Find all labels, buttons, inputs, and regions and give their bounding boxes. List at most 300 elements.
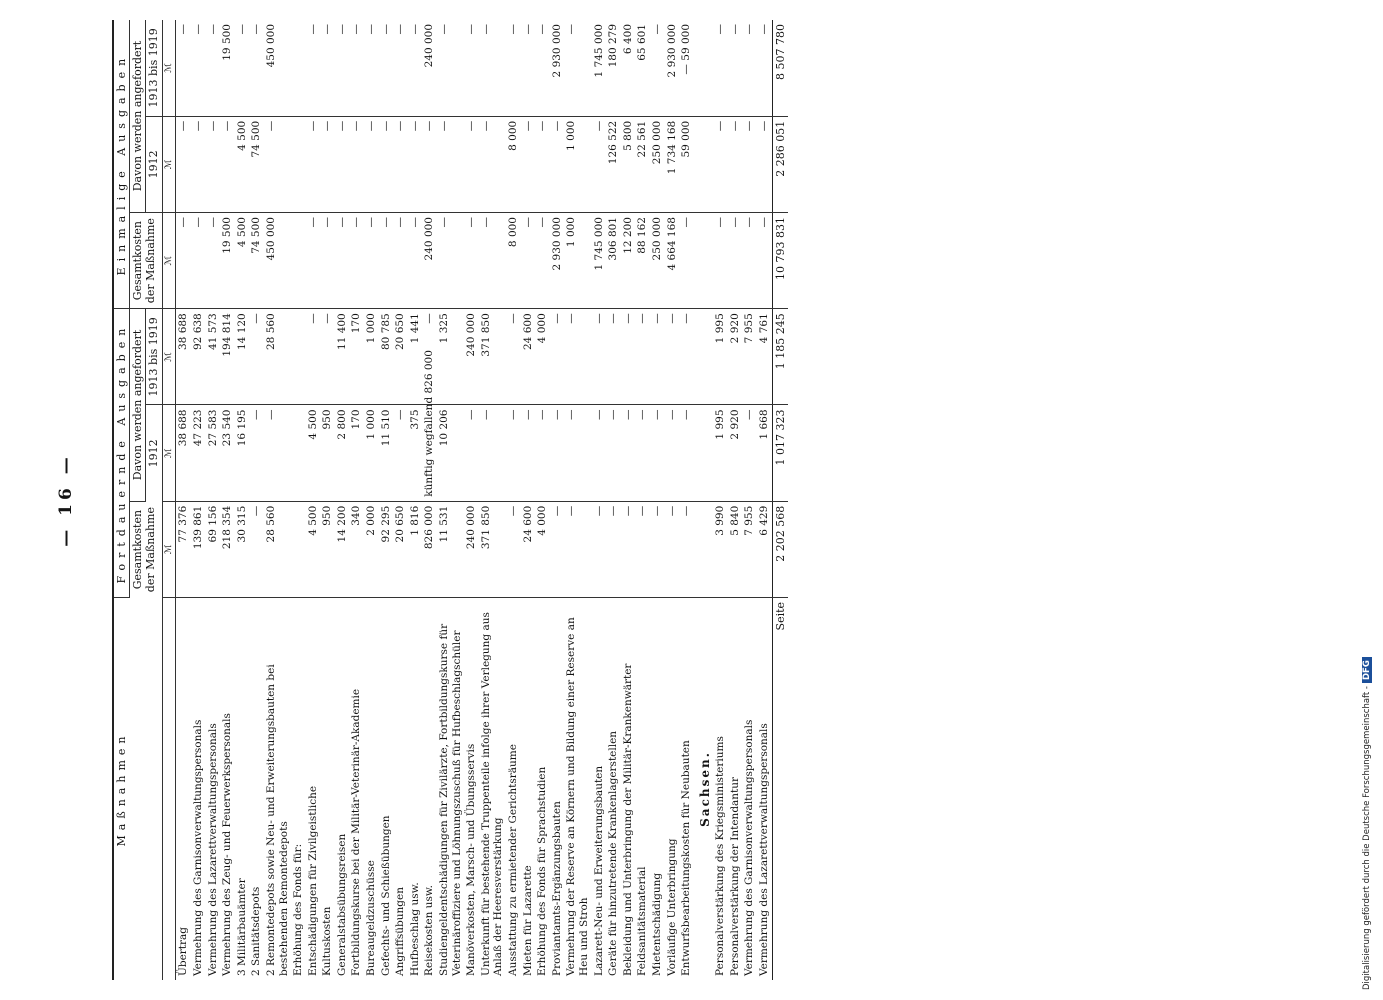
row-value: — — [464, 405, 479, 501]
row-value: — — [550, 116, 565, 212]
sum-cell: 2 202 568 — [772, 501, 788, 597]
row-value: 371 850 — [479, 501, 506, 597]
row-value: künftig wegfallend 826 000 — [422, 405, 437, 501]
row-value — [694, 501, 713, 597]
row-value: 375 — [408, 405, 423, 501]
row-value: 126 522 — [606, 116, 621, 212]
row-value: — — [364, 213, 379, 309]
row-label: Studiengeldentschädigungen für Zivilärzte, Fortbildungskurse für Veterinäroffiziere und Löhnungszuschuß für Hufbeschlagschüler — [438, 623, 463, 976]
row-value: 240 000 — [464, 309, 479, 405]
row-value: — — [249, 20, 264, 116]
row-value: 2 920 — [728, 309, 743, 405]
table-row — [679, 20, 694, 980]
table-row — [728, 20, 743, 980]
row-label: Unterkunft für bestehende Truppenteile infolge ihrer Verlegung aus Anlaß der Heeresverstärkung — [479, 612, 505, 976]
table-row — [479, 20, 506, 980]
page-number: — 16 — — [56, 453, 76, 547]
row-value: — — [437, 20, 464, 116]
header-1912-fortdauernd: 1912 — [146, 405, 162, 501]
row-value: — — [564, 405, 591, 501]
row-value: 826 000 — [422, 501, 437, 597]
row-value: 218 354 — [220, 501, 235, 597]
rotated-page-content — [56, 20, 1232, 980]
digitization-credit — [1362, 0, 1376, 990]
row-value: — — [422, 116, 437, 212]
row-label: Entschädigungen für Zivilgeistliche — [306, 785, 319, 976]
table-row — [393, 20, 408, 980]
row-value: 1 745 000 — [592, 20, 607, 116]
row-label: Bekleidung und Unterbringung der Militär-Krankenwärter — [621, 663, 634, 976]
table-row — [665, 20, 680, 980]
row-value: — — [679, 405, 694, 501]
row-value: 1 668 — [757, 405, 772, 501]
row-value: 28 560 — [264, 309, 291, 405]
header-davon-einmalig: Davon werden angefordert — [130, 20, 146, 213]
row-value: — — [606, 309, 621, 405]
row-label: Gefechts- und Schießübungen — [379, 815, 392, 976]
table-row — [713, 20, 728, 980]
row-value: — — [191, 20, 206, 116]
row-value: — — [665, 309, 680, 405]
row-value: 6 429 — [757, 501, 772, 597]
row-value: 88 162 — [635, 213, 650, 309]
row-value: 47 223 — [191, 405, 206, 501]
sum-cell: 1 017 323 — [772, 405, 788, 501]
row-value: — — [364, 116, 379, 212]
row-value: 8 000 — [506, 116, 521, 212]
row-value: — — [592, 405, 607, 501]
row-label: 2 Remontedepots sowie Neu- und Erweiterungsbauten bei bestehenden Remontedepots — [264, 664, 290, 976]
row-value: — — [679, 501, 694, 597]
table-row — [521, 20, 536, 980]
row-value: — — [249, 405, 264, 501]
table-row — [176, 20, 191, 980]
row-value: — — [592, 116, 607, 212]
row-value: 250 000 — [650, 213, 665, 309]
row-value: 450 000 — [264, 213, 291, 309]
row-value: — — [621, 405, 636, 501]
row-value: 24 600 — [521, 309, 536, 405]
row-value — [694, 405, 713, 501]
row-value: — — [408, 116, 423, 212]
row-value: 6 400 — [621, 20, 636, 116]
table-row — [506, 20, 521, 980]
row-value: — — [393, 213, 408, 309]
row-value: — — [621, 309, 636, 405]
row-value: — — [679, 213, 694, 309]
row-value: — — [320, 116, 335, 212]
row-value: — — [564, 309, 591, 405]
row-value: 23 540 — [220, 405, 235, 501]
row-value — [291, 213, 306, 309]
row-value: 8 000 — [506, 213, 521, 309]
table-row — [349, 20, 364, 980]
row-value: — — [408, 213, 423, 309]
row-value: — — [393, 405, 408, 501]
row-value: 5 840 — [728, 501, 743, 597]
row-value: 7 955 — [742, 501, 757, 597]
row-value: — — [379, 116, 394, 212]
row-value: — — [521, 20, 536, 116]
table-row — [206, 20, 221, 980]
row-value — [694, 309, 713, 405]
row-value: 1 816 — [408, 501, 423, 597]
row-value: — — [757, 213, 772, 309]
row-value: 11 400 — [335, 309, 350, 405]
row-value: — — [320, 20, 335, 116]
row-value: — 59 000 — [679, 20, 694, 116]
row-label: Angriffsübungen — [394, 887, 407, 976]
row-value: 24 600 — [521, 501, 536, 597]
sum-cell: 2 286 051 — [772, 116, 788, 212]
row-value: 7 955 — [742, 309, 757, 405]
row-value: — — [742, 116, 757, 212]
row-value: — — [650, 405, 665, 501]
table-row — [535, 20, 550, 980]
row-value: 38 688 — [176, 405, 191, 501]
row-value: 4 761 — [757, 309, 772, 405]
row-value — [694, 213, 713, 309]
row-value: — — [379, 213, 394, 309]
row-label: Bureaugeldzuschüsse — [365, 860, 378, 976]
row-value: — — [506, 20, 521, 116]
row-value: 77 376 — [176, 501, 191, 597]
sum-cell: 10 793 831 — [772, 213, 788, 309]
row-value: 1 734 168 — [665, 116, 680, 212]
row-label: Vermehrung des Garnisonverwaltungspersonals — [743, 719, 756, 976]
row-label: Hufbeschlag usw. — [408, 882, 421, 976]
row-value — [291, 405, 306, 501]
unit-mark: ℳ — [162, 405, 176, 501]
row-value: 250 000 — [650, 116, 665, 212]
column-header-massnahmen: Maßnahmen — [113, 597, 162, 980]
row-value: — — [742, 405, 757, 501]
row-value: — — [479, 20, 506, 116]
row-label: Vermehrung des Zeug- und Feuerwerkspersonals — [221, 713, 234, 976]
row-value: — — [606, 405, 621, 501]
row-value: — — [506, 405, 521, 501]
row-label: Personalverstärkung des Kriegsministeriums — [714, 736, 727, 976]
header-davon-fortdauernd: Davon werden angefordert — [130, 309, 146, 501]
row-value: 1 000 — [564, 213, 591, 309]
row-value: — — [393, 20, 408, 116]
row-value: — — [220, 116, 235, 212]
row-label: Übertrag — [177, 926, 190, 976]
row-value: 74 500 — [249, 213, 264, 309]
table-row — [742, 20, 757, 980]
table-row — [264, 20, 291, 980]
row-value: — — [249, 309, 264, 405]
row-value — [291, 501, 306, 597]
row-value: 19 500 — [220, 20, 235, 116]
sum-cell: 1 185 245 — [772, 309, 788, 405]
row-value: — — [650, 501, 665, 597]
row-value: — — [535, 20, 550, 116]
table-row — [635, 20, 650, 980]
row-value: 1 995 — [713, 309, 728, 405]
row-value: 1 000 — [364, 405, 379, 501]
row-value: — — [521, 405, 536, 501]
row-value: — — [464, 213, 479, 309]
header-gesamtkosten-fortdauernd: Gesamtkosten der Maßnahme — [130, 501, 162, 597]
row-value: — — [306, 116, 321, 212]
row-value — [694, 20, 713, 116]
row-value: 10 206 — [437, 405, 464, 501]
row-value: 1 745 000 — [592, 213, 607, 309]
row-value: — — [235, 20, 250, 116]
row-value: — — [206, 213, 221, 309]
row-label: 2 Sanitätsdepots — [250, 886, 263, 976]
row-value: 4 664 168 — [665, 213, 680, 309]
row-value: 38 688 — [176, 309, 191, 405]
row-label: 3 Militärbauämter — [235, 878, 248, 976]
unit-mark: ℳ — [162, 309, 176, 405]
row-value: — — [635, 405, 650, 501]
table-row — [757, 20, 772, 980]
row-value: 22 561 — [635, 116, 650, 212]
row-value: — — [506, 501, 521, 597]
unit-row — [162, 20, 176, 980]
row-label: Vermehrung des Lazarettverwaltungspersonals — [757, 723, 770, 976]
row-value: — — [264, 405, 291, 501]
row-value: — — [679, 309, 694, 405]
row-value: 4 500 — [235, 116, 250, 212]
row-value — [291, 116, 306, 212]
row-label: Fortbildungskurse bei der Militär-Veterinär-Akademie — [350, 688, 363, 976]
row-value: — — [728, 116, 743, 212]
row-value: — — [742, 213, 757, 309]
row-label: Personalverstärkung der Intendantur — [728, 776, 741, 976]
row-value: 69 156 — [206, 501, 221, 597]
row-label: Entwurfsbearbeitungskosten für Neubauten — [680, 740, 693, 976]
row-label: Mieten für Lazarette — [521, 865, 534, 976]
row-value: 240 000 — [422, 20, 437, 116]
row-value: 2 930 000 — [665, 20, 680, 116]
row-value: 74 500 — [249, 116, 264, 212]
row-value: 1 325 — [437, 309, 464, 405]
row-value: 170 — [349, 405, 364, 501]
row-value: — — [364, 20, 379, 116]
row-value: — — [464, 116, 479, 212]
row-value: — — [635, 309, 650, 405]
table-row — [464, 20, 479, 980]
section-row — [694, 20, 713, 980]
row-value: 450 000 — [264, 20, 291, 116]
row-value: 27 583 — [206, 405, 221, 501]
row-value: 4 000 — [535, 501, 550, 597]
row-value: — — [408, 20, 423, 116]
table-row — [306, 20, 321, 980]
sum-row — [772, 20, 788, 980]
row-value: 4 000 — [535, 309, 550, 405]
row-value: — — [437, 116, 464, 212]
row-value: — — [206, 116, 221, 212]
row-value: — — [176, 116, 191, 212]
row-label: Vermehrung des Garnisonverwaltungspersonals — [191, 719, 204, 976]
row-value: 20 650 — [393, 309, 408, 405]
row-value: — — [606, 501, 621, 597]
row-value: — — [564, 501, 591, 597]
unit-mark: ℳ — [162, 20, 176, 116]
row-value: 1 441 — [408, 309, 423, 405]
row-value: — — [592, 501, 607, 597]
row-value: — — [742, 20, 757, 116]
row-value: — — [379, 20, 394, 116]
row-value: 28 560 — [264, 501, 291, 597]
row-value: — — [550, 309, 565, 405]
row-value: 306 801 — [606, 213, 621, 309]
row-value: 371 850 — [479, 309, 506, 405]
row-label: Sachsen. — [697, 751, 712, 827]
row-value: — — [521, 213, 536, 309]
row-value: — — [349, 213, 364, 309]
table-row — [650, 20, 665, 980]
row-label: Erhöhung des Fonds für: — [292, 843, 305, 976]
row-value: — — [757, 116, 772, 212]
row-value: 19 500 — [220, 213, 235, 309]
row-label: Feldsanitätsmaterial — [636, 866, 649, 976]
row-value: — — [422, 309, 437, 405]
row-value: — — [713, 20, 728, 116]
row-value: — — [206, 20, 221, 116]
row-label: Generalstabsübungsreisen — [335, 833, 348, 976]
row-value: — — [635, 501, 650, 597]
row-value: — — [349, 116, 364, 212]
table-row — [320, 20, 335, 980]
row-value — [291, 309, 306, 405]
row-value: 30 315 — [235, 501, 250, 597]
row-label: Manöverkosten, Marsch- und Übungsservis — [465, 743, 478, 976]
row-value: — — [521, 116, 536, 212]
row-value: 240 000 — [422, 213, 437, 309]
row-value: 14 200 — [335, 501, 350, 597]
row-value: — — [191, 213, 206, 309]
row-value: 950 — [320, 405, 335, 501]
row-value: 80 785 — [379, 309, 394, 405]
row-value: 11 531 — [437, 501, 464, 597]
header-1913-1919-fortdauernd: 1913 bis 1919 — [146, 309, 162, 405]
row-value: — — [728, 20, 743, 116]
row-value: — — [713, 213, 728, 309]
row-value: 65 601 — [635, 20, 650, 116]
row-value: 2 800 — [335, 405, 350, 501]
row-value: — — [665, 501, 680, 597]
row-value: — — [306, 213, 321, 309]
row-value: 170 — [349, 309, 364, 405]
row-value: 92 638 — [191, 309, 206, 405]
row-value: — — [335, 20, 350, 116]
row-value: 16 195 — [235, 405, 250, 501]
row-label: Mietentschädigung — [650, 872, 663, 976]
row-value: — — [535, 213, 550, 309]
row-value: — — [650, 20, 665, 116]
row-value: — — [550, 405, 565, 501]
row-value: 139 861 — [191, 501, 206, 597]
row-value: 11 510 — [379, 405, 394, 501]
row-value: — — [306, 20, 321, 116]
row-value — [694, 116, 713, 212]
table-row — [550, 20, 565, 980]
row-value: — — [757, 20, 772, 116]
row-value: 12 200 — [621, 213, 636, 309]
table-row — [291, 20, 306, 980]
table-row — [422, 20, 437, 980]
row-label: Vorläufige Unterbringung — [665, 838, 678, 976]
row-value: 4 500 — [235, 213, 250, 309]
row-value: — — [564, 20, 591, 116]
row-label: Geräte für hinzutretende Krankenlagerstellen — [607, 730, 620, 976]
unit-mark: ℳ — [162, 501, 176, 597]
row-value: — — [535, 405, 550, 501]
row-label: Ausstattung zu ermietender Gerichtsräume — [507, 744, 520, 976]
row-value: 59 000 — [679, 116, 694, 212]
credit-text: Digitalisierung gefördert durch die Deutsche Forschungsgemeinschaft - — [1362, 686, 1372, 990]
row-value: — — [506, 309, 521, 405]
row-value: 20 650 — [393, 501, 408, 597]
row-value: — — [592, 309, 607, 405]
row-value: 240 000 — [464, 501, 479, 597]
row-value: 950 — [320, 501, 335, 597]
group-header-fortdauernde: Fortdauernde Ausgaben — [113, 309, 130, 598]
row-value: — — [320, 213, 335, 309]
table-row — [335, 20, 350, 980]
row-value: — — [437, 213, 464, 309]
row-value: — — [191, 116, 206, 212]
row-value: 2 930 000 — [550, 213, 565, 309]
dfg-logo: DFG — [1362, 657, 1372, 683]
table-row — [437, 20, 464, 980]
row-value: — — [335, 213, 350, 309]
row-value: — — [176, 213, 191, 309]
row-value: — — [650, 309, 665, 405]
row-value: 14 120 — [235, 309, 250, 405]
row-value: 2 930 000 — [550, 20, 565, 116]
row-value: 180 279 — [606, 20, 621, 116]
row-value: 2 000 — [364, 501, 379, 597]
sum-label: Seite — [772, 597, 788, 980]
table-row — [408, 20, 423, 980]
row-value: — — [535, 116, 550, 212]
table-row — [564, 20, 591, 980]
row-value: 1 995 — [713, 405, 728, 501]
table-row — [191, 20, 206, 980]
row-value: — — [320, 309, 335, 405]
row-label: Reisekosten usw. — [423, 885, 436, 976]
row-value: — — [713, 116, 728, 212]
group-header-einmalige: Einmalige Ausgaben — [113, 20, 130, 309]
row-value: — — [550, 501, 565, 597]
row-value: 3 990 — [713, 501, 728, 597]
row-value: 340 — [349, 501, 364, 597]
row-value: — — [479, 405, 506, 501]
sum-cell: 8 507 780 — [772, 20, 788, 116]
row-label: Erhöhung des Fonds für Sprachstudien — [536, 766, 549, 976]
table-row — [379, 20, 394, 980]
row-value: — — [349, 20, 364, 116]
row-value: 2 920 — [728, 405, 743, 501]
row-value: — — [728, 213, 743, 309]
table-row — [249, 20, 264, 980]
row-label: Vermehrung des Lazarettverwaltungspersonals — [206, 723, 219, 976]
table-row — [621, 20, 636, 980]
row-value: — — [464, 20, 479, 116]
row-value: 4 500 — [306, 501, 321, 597]
row-value: — — [306, 309, 321, 405]
row-label: Vermehrung der Reserve an Körnern und Bildung einer Reserve an Heu und Stroh — [565, 617, 590, 976]
row-value: — — [393, 116, 408, 212]
table-row — [364, 20, 379, 980]
row-value: 1 000 — [364, 309, 379, 405]
